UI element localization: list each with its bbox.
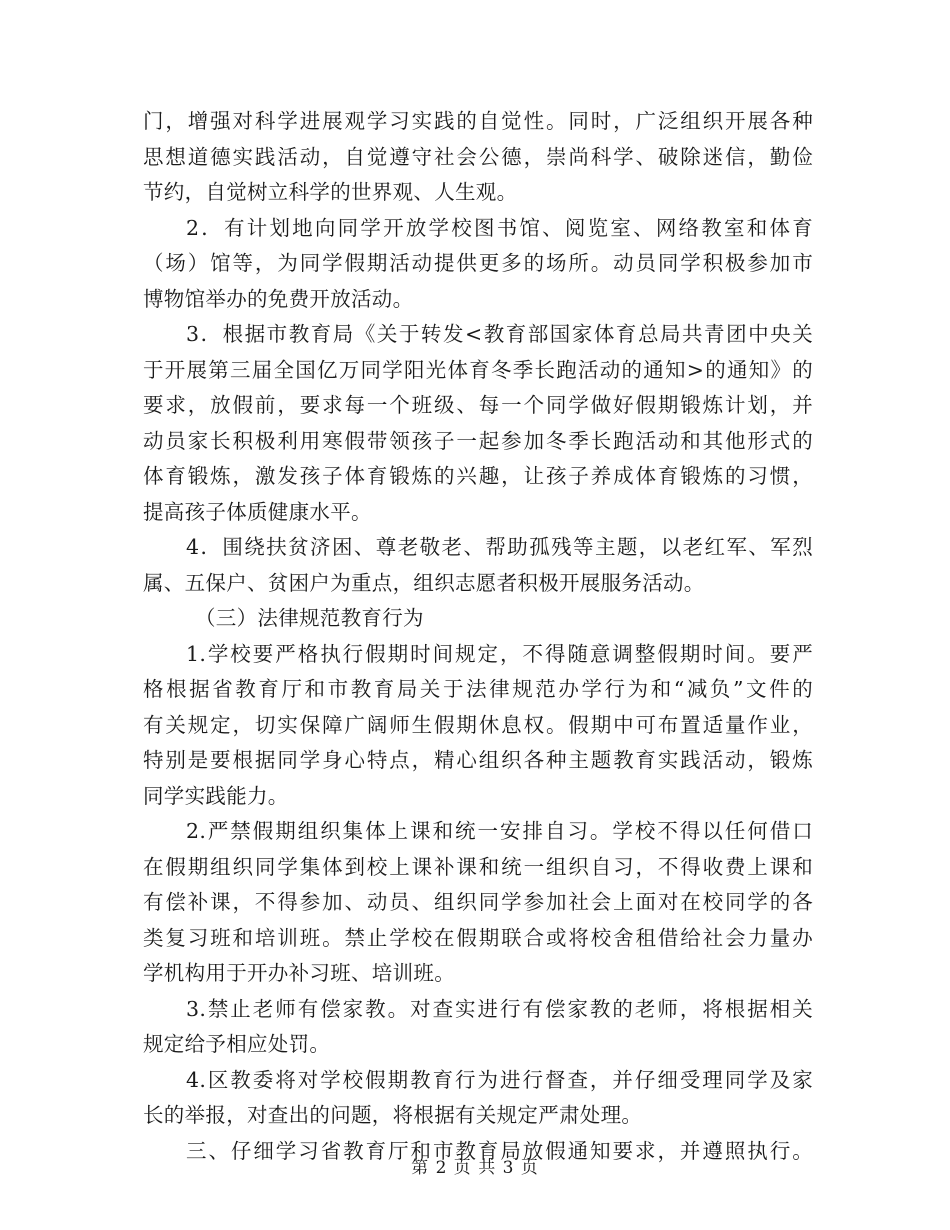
text-line: 2.严禁假期组织集体上课和统一安排自习。学校不得以任何借口 [186,819,813,843]
text-line: 要求，放假前，要求每一个班级、每一个同学做好假期锻炼计划，并 [143,393,813,417]
text-line: 同学实践能力。 [143,783,289,808]
text-line: 学机构用于开办补习班、培训班。 [143,961,455,985]
text-line: 思想道德实践活动，自觉遵守社会公德，崇尚科学、破除迷信，勤俭 [143,144,813,169]
text-line: 4.区教委将对学校假期教育行为进行督查，并仔细受理同学及家 [186,1067,813,1092]
text-line: 2．有计划地向同学开放学校图书馆、阅览室、网络教室和体育 [186,215,813,240]
text-line: 格根据省教育厅和市教育局关于法律规范办学行为和“减负”文件的 [143,677,813,701]
text-line: 博物馆举办的免费开放活动。 [143,286,414,311]
text-line: 于开展第三届全国亿万同学阳光体育冬季长跑活动的通知>的通知》的 [143,357,813,382]
document-body [143,104,813,1169]
text-line: 提高孩子体质健康水平。 [143,499,372,524]
text-line: 有关规定，切实保障广阔师生假期休息权。假期中可布置适量作业， [143,712,813,737]
text-line: 4．围绕扶贫济困、尊老敬老、帮助孤残等主题，以老红军、军烈 [186,535,813,559]
text-line: 3．根据市教育局《关于转发<教育部国家体育总局共青团中央关 [186,322,813,346]
text-line: 3.禁止老师有偿家教。对查实进行有偿家教的老师，将根据相关 [186,996,813,1021]
text-line: 门，增强对科学进展观学习实践的自觉性。同时，广泛组织开展各种 [143,109,813,133]
text-line: 节约，自觉树立科学的世界观、人生观。 [143,180,518,204]
text-line: 类复习班和培训班。禁止学校在假期联合或将校舍租借给社会力量办 [143,925,813,950]
text-line: 1.学校要严格执行假期时间规定，不得随意调整假期时间。要严 [186,641,813,666]
text-line: 在假期组织同学集体到校上课补课和统一组织自习，不得收费上课和 [143,854,813,879]
text-line: 属、五保户、贫困户为重点，组织志愿者积极开展服务活动。 [143,570,705,595]
text-line: （三）法律规范教育行为 [195,606,424,630]
text-line: 规定给予相应处罚。 [143,1032,331,1056]
text-line: （场）馆等，为同学假期活动提供更多的场所。动员同学积极参加市 [143,251,813,275]
text-line: 特别是要根据同学身心特点，精心组织各种主题教育实践活动，锻炼 [143,748,813,772]
text-line: 三、仔细学习省教育厅和市教育局放假通知要求，并遵照执行。 [186,1138,813,1163]
text-line: 长的举报，对查出的问题，将根据有关规定严肃处理。 [143,1103,643,1127]
text-line: 动员家长积极利用寒假带领孩子一起参加冬季长跑活动和其他形式的 [143,428,813,453]
text-line: 体育锻炼，激发孩子体育锻炼的兴趣，让孩子养成体育锻炼的习惯， [143,464,813,488]
text-line: 有偿补课，不得参加、动员、组织同学参加社会上面对在校同学的各 [143,890,813,914]
page-footer: 第 2 页 共 3 页 [411,1158,539,1178]
